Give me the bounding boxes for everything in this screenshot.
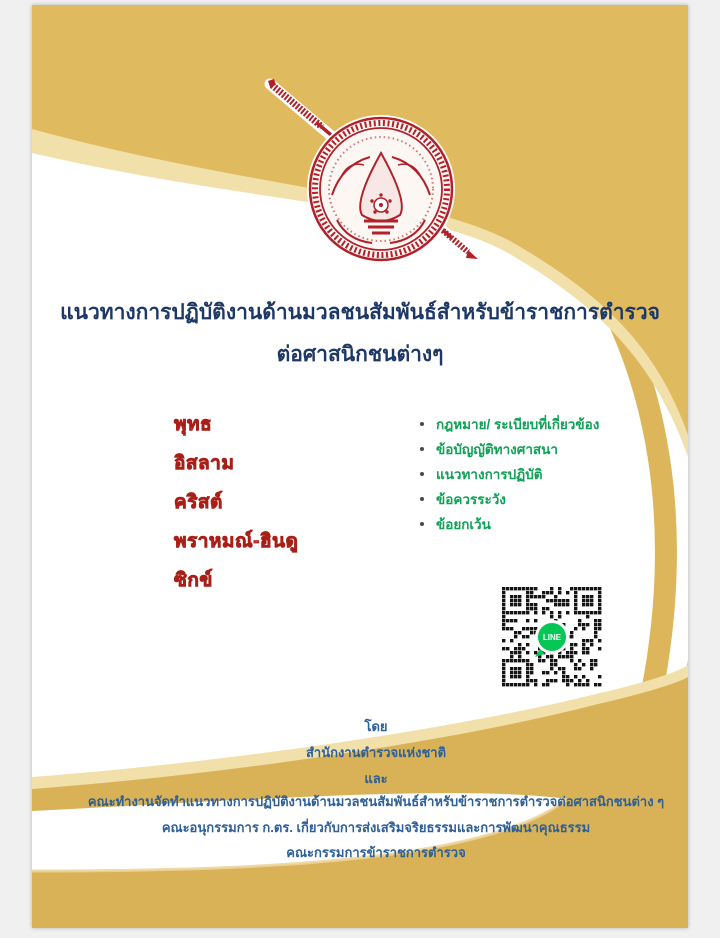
- line-logo-label: LINE: [542, 633, 562, 642]
- cover-title: [52, 292, 668, 376]
- bullet-dot-icon: [420, 497, 424, 501]
- topic-item: [420, 436, 670, 461]
- religion-item-brahmin-hindu: พราหมณ์-ฮินดู: [174, 531, 299, 552]
- religion-list: [174, 409, 414, 604]
- topic-label: ข้อบัญญัติทางศาสนา: [436, 441, 558, 457]
- footer-and: และ: [364, 771, 388, 786]
- cover-title-line1: แนวทางการปฏิบัติงานด้านมวลชนสัมพันธ์สำหรับข้าราชการตำรวจ: [60, 301, 660, 324]
- footer-org3: คณะอนุกรรมการ ก.ตร. เกี่ยวกับการส่งเสริมจริยธรรมและการพัฒนาคุณธรรม: [161, 820, 591, 835]
- bullet-dot-icon: [420, 522, 424, 526]
- bullet-dot-icon: [420, 447, 424, 451]
- topic-item: [420, 461, 670, 486]
- footer-org2: คณะทำงานจัดทำแนวทางการปฏิบัติงานด้านมวลชนสัมพันธ์สำหรับข้าราชการตำรวจต่อศาสนิกชนต่าง ๆ: [87, 794, 665, 809]
- religion-item-christ: คริสต์: [174, 492, 223, 513]
- topic-label: แนวทางการปฏิบัติ: [436, 466, 543, 482]
- topic-list: [420, 411, 670, 536]
- cover-title-line2: ต่อศาสนิกชนต่างๆ: [276, 343, 444, 366]
- topic-label: ข้อควรระวัง: [436, 491, 506, 507]
- topic-label: กฎหมาย/ ระเบียบที่เกี่ยวข้อง: [436, 416, 600, 432]
- footer-org1: สำนักงานตำรวจแห่งชาติ: [305, 745, 447, 760]
- religion-item-islam: อิสลาม: [174, 453, 235, 474]
- line-logo-icon: [535, 622, 568, 658]
- document-cover-page: [32, 5, 688, 928]
- topic-item: [420, 411, 670, 436]
- line-qr-code: [496, 583, 608, 691]
- seal-circle: [307, 115, 455, 263]
- topic-item: [420, 511, 670, 536]
- footer-by: โดย: [364, 719, 388, 734]
- topic-label: ข้อยกเว้น: [436, 516, 491, 532]
- religion-item-sikh: ซิกข์: [174, 570, 213, 591]
- topic-item: [420, 486, 670, 511]
- footer-org4: คณะกรรมการข้าราชการตำรวจ: [286, 845, 466, 860]
- bullet-dot-icon: [420, 472, 424, 476]
- religion-item-buddhist: พุทธ: [174, 414, 213, 435]
- bullet-dot-icon: [420, 422, 424, 426]
